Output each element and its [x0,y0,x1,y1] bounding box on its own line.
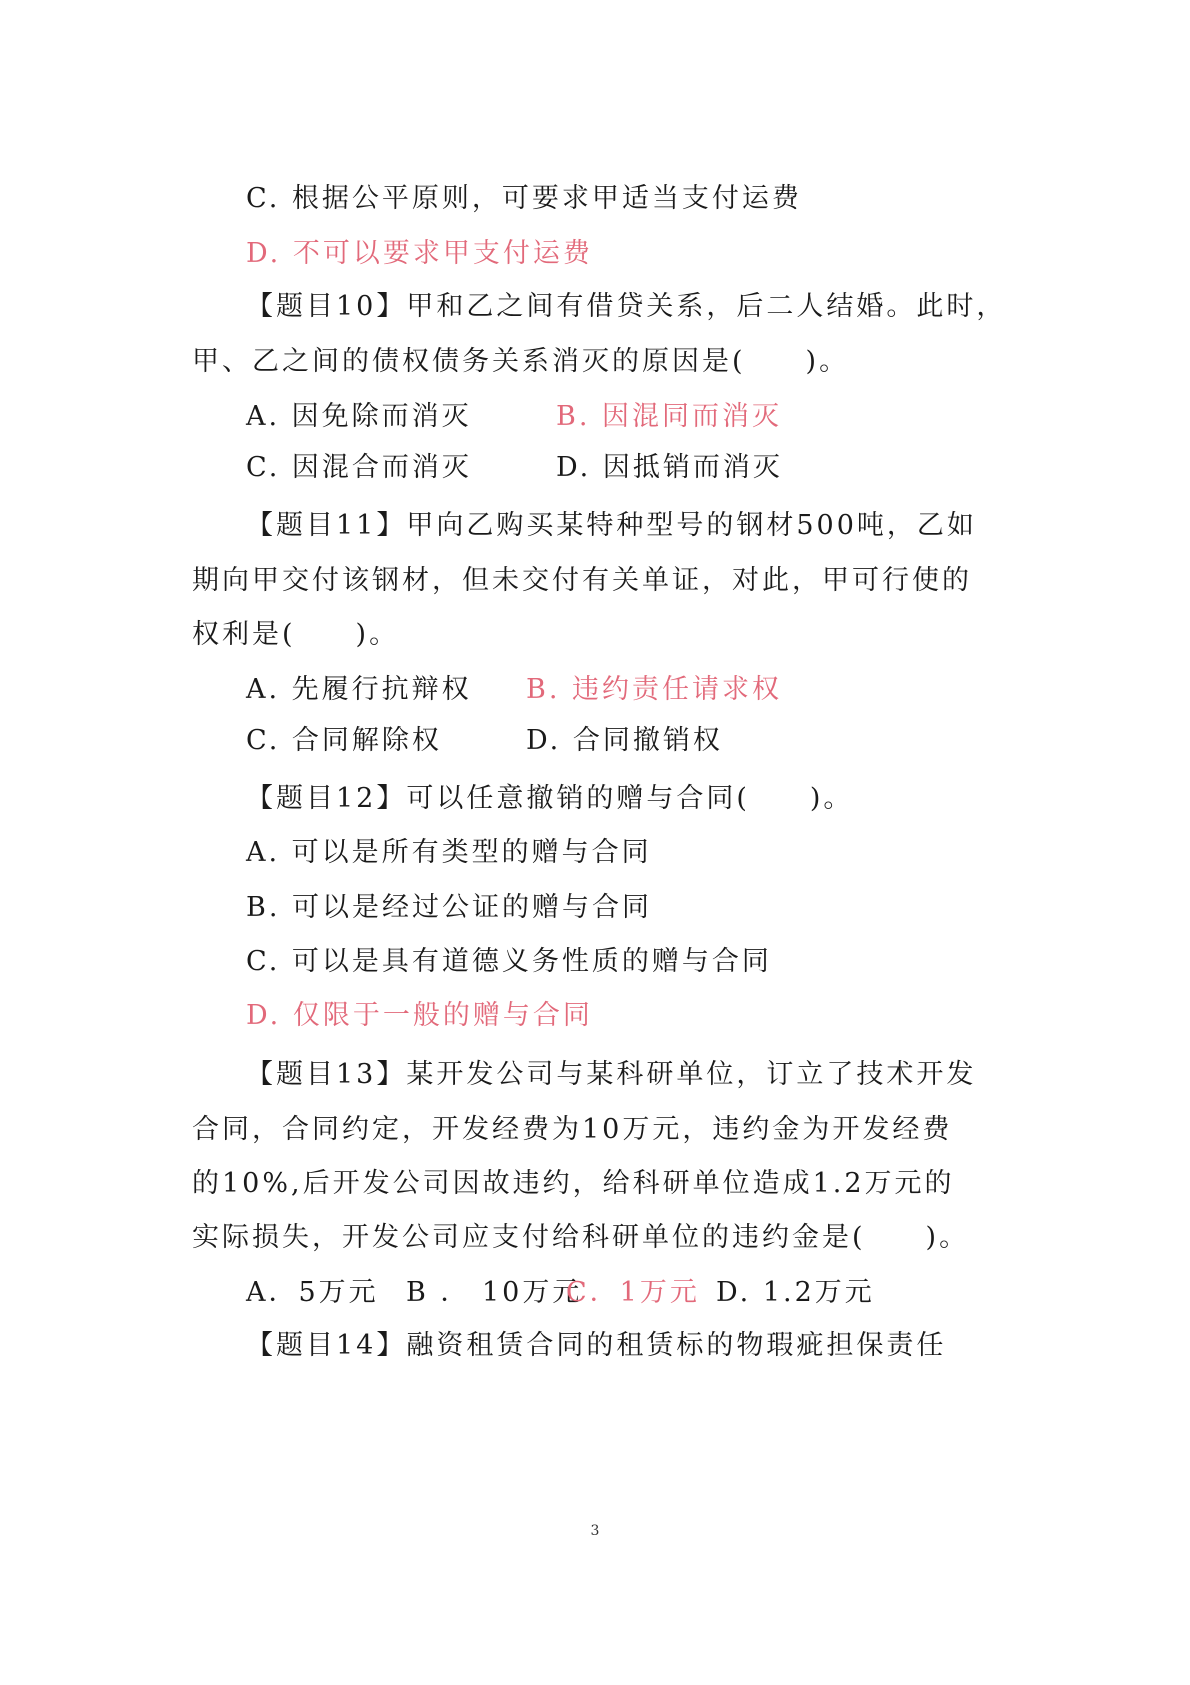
q10-stem-line-2: 甲、乙之间的债权债务关系消灭的原因是( )。 [192,346,850,377]
q13-option-d: D. 1.2万元 [716,1277,875,1308]
q12-option-a: A. 可以是所有类型的赠与合同 [246,837,652,868]
q10-option-d: D. 因抵销而消灭 [556,452,783,483]
q12-option-d-answer: D. 仅限于一般的赠与合同 [246,1000,593,1031]
q11-option-b-answer: B. 违约责任请求权 [526,674,783,705]
q13-option-c-answer: C．1万元 [566,1277,700,1308]
q14-stem-line-1: 【题目14】融资租赁合同的租赁标的物瑕疵担保责任 [246,1330,947,1361]
prev-option-c: C. 根据公平原则，可要求甲适当支付运费 [246,183,802,214]
q11-stem-line-2: 期向甲交付该钢材，但未交付有关单证，对此，甲可行使的 [192,565,972,596]
q13-stem-line-4: 实际损失，开发公司应支付给科研单位的违约金是( )。 [192,1222,970,1253]
q13-stem-line-2: 合同，合同约定，开发经费为10万元，违约金为开发经费 [192,1114,953,1145]
q10-stem-line-1: 【题目10】甲和乙之间有借贷关系，后二人结婚。此时， [246,291,1007,322]
q11-option-c: C. 合同解除权 [246,725,442,756]
q12-option-c: C. 可以是具有道德义务性质的赠与合同 [246,946,772,977]
q12-stem-line-1: 【题目12】可以任意撤销的赠与合同( )。 [246,783,854,814]
q10-option-b-answer: B. 因混同而消灭 [556,401,783,432]
q11-option-d: D. 合同撤销权 [526,725,723,756]
q11-stem-line-3: 权利是( )。 [192,619,400,650]
page-number: 3 [590,1523,600,1539]
q13-option-a: A．5万元 [246,1277,379,1308]
prev-option-d-answer: D. 不可以要求甲支付运费 [246,238,593,269]
q10-option-a: A. 因免除而消灭 [246,401,472,432]
q12-option-b: B. 可以是经过公证的赠与合同 [246,892,653,923]
q13-stem-line-1: 【题目13】某开发公司与某科研单位，订立了技术开发 [246,1059,977,1090]
q13-option-b: B ． 10万元 [406,1277,583,1308]
q13-stem-line-3: 的10%,后开发公司因故违约，给科研单位造成1.2万元的 [192,1168,955,1199]
q10-option-c: C. 因混合而消灭 [246,452,472,483]
q11-option-a: A. 先履行抗辩权 [246,674,472,705]
q11-stem-line-1: 【题目11】甲向乙购买某特种型号的钢材500吨，乙如 [246,510,977,541]
